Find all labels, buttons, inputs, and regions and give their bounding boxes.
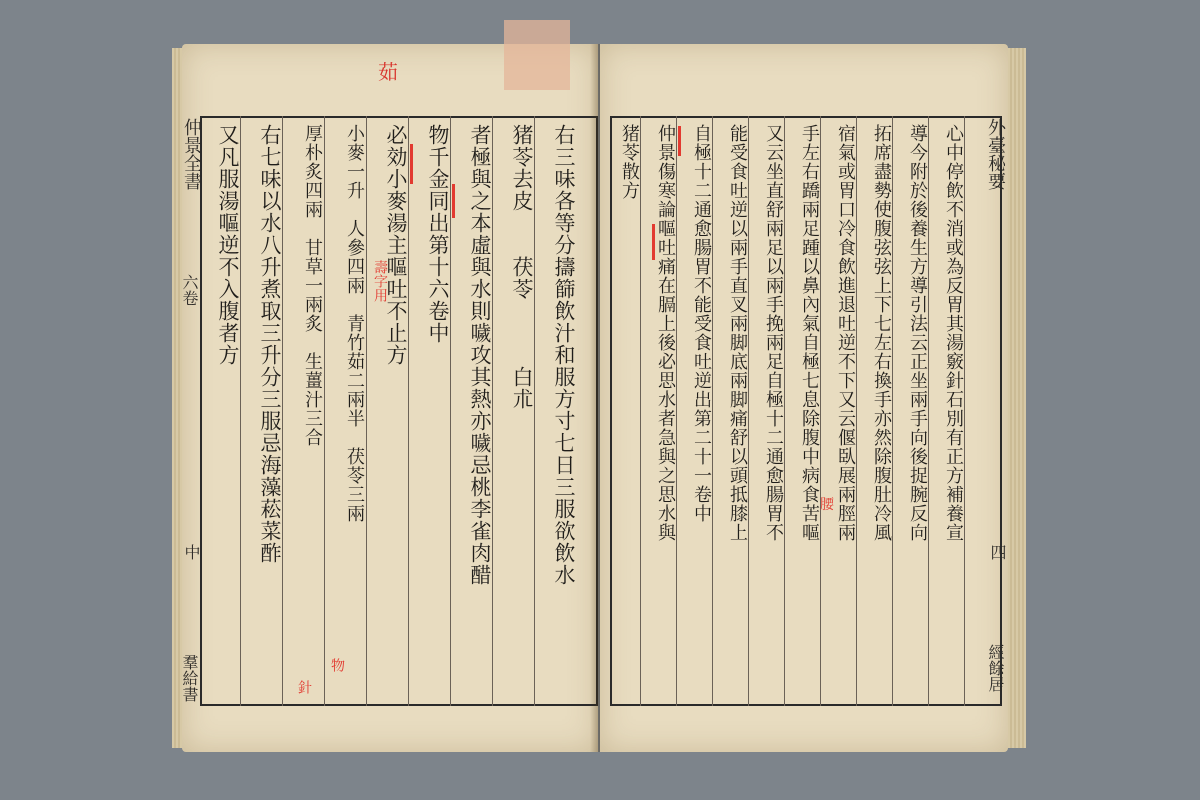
page-edge-right xyxy=(1008,48,1026,748)
right-margin-bottom: 四 xyxy=(988,544,1007,560)
text-column: 者極與之本虛與水則噦攻其熱亦噦忌桃李雀肉醋 xyxy=(468,124,492,586)
column-rule xyxy=(856,116,857,706)
seal-stamp-image xyxy=(504,20,570,90)
red-annotation: 壽字用 xyxy=(372,260,388,302)
column-rule xyxy=(676,116,677,706)
right-margin-mark: 經餘居 xyxy=(986,644,1005,692)
red-margin-mark xyxy=(678,126,681,156)
right-margin-title: 外臺秘要 xyxy=(985,118,1006,190)
column-rule xyxy=(450,116,451,706)
text-column: 厚朴炙四兩 甘草一兩炙 生薑汁三合 xyxy=(302,124,323,447)
left-page xyxy=(182,44,598,752)
text-column: 又云坐直舒兩足以兩手挽兩足自極十二通愈腸胃不 xyxy=(763,124,784,542)
column-rule xyxy=(820,116,821,706)
text-column: 小麥一升 人參四兩 青竹茹二兩半 茯苓三兩 xyxy=(344,124,365,523)
left-margin-title: 仲景全書 xyxy=(181,118,202,190)
text-column: 猪苓散方 xyxy=(619,124,640,200)
red-annotation: 物 xyxy=(329,658,345,672)
open-book xyxy=(172,44,1028,756)
text-column: 仲景傷寒論嘔吐痛在膈上後必思水者急與之思水與 xyxy=(655,124,676,542)
left-margin-bottom: 中 xyxy=(182,544,201,560)
red-annotation: 腰 xyxy=(820,497,834,513)
column-rule xyxy=(408,116,409,706)
red-margin-mark xyxy=(452,184,455,218)
text-column: 右三味各等分擣篩飲汁和服方寸七日三服欲飲水 xyxy=(552,124,576,586)
column-rule xyxy=(892,116,893,706)
red-annotation: 針 xyxy=(296,680,312,694)
text-column: 能受食吐逆以兩手直叉兩脚底兩脚痛舒以頭抵膝上 xyxy=(727,124,748,542)
text-column: 宿氣或胃口冷食飲進退吐逆不下又云偃臥展兩脛兩 xyxy=(835,124,856,542)
text-column: 導今附於後養生方導引法云正坐兩手向後捉腕反向 xyxy=(907,124,928,542)
column-rule xyxy=(712,116,713,706)
text-column: 拓席盡勢使腹弦弦上下七左右換手亦然除腹肚冷風 xyxy=(871,124,892,542)
column-rule xyxy=(784,116,785,706)
red-margin-mark xyxy=(652,224,655,260)
column-rule xyxy=(240,116,241,706)
column-rule xyxy=(534,116,535,706)
column-rule xyxy=(366,116,367,706)
right-page xyxy=(600,44,1008,752)
text-column: 必効小麥湯主嘔吐不止方 xyxy=(384,124,408,366)
text-column: 又凡服湯嘔逆不入腹者方 xyxy=(216,124,240,366)
text-column: 手左右蹻兩足踵以鼻內氣自極七息除腹中病食苦嘔 xyxy=(799,124,820,542)
column-rule xyxy=(640,116,641,706)
text-column: 猪苓去皮 茯苓 白朮 xyxy=(510,124,534,410)
text-column: 心中停飲不消或為反胃其湯竅針石別有正方補養宣 xyxy=(943,124,964,542)
red-margin-mark xyxy=(410,144,413,184)
left-margin-mark: 羣給書 xyxy=(180,654,199,702)
column-rule xyxy=(748,116,749,706)
column-rule xyxy=(324,116,325,706)
column-rule xyxy=(928,116,929,706)
text-column: 右七味以水八升煮取三升分三服忌海藻菘菜酢 xyxy=(258,124,282,564)
collector-stamp-char: 茹 xyxy=(378,60,398,84)
column-rule xyxy=(964,116,965,706)
column-rule xyxy=(282,116,283,706)
column-rule xyxy=(492,116,493,706)
text-column: 物千金同出第十六卷中 xyxy=(426,124,450,344)
left-margin-volume: 六卷 xyxy=(180,274,199,306)
text-column: 自極十二通愈腸胃不能受食吐逆出第二十一卷中 xyxy=(691,124,712,523)
